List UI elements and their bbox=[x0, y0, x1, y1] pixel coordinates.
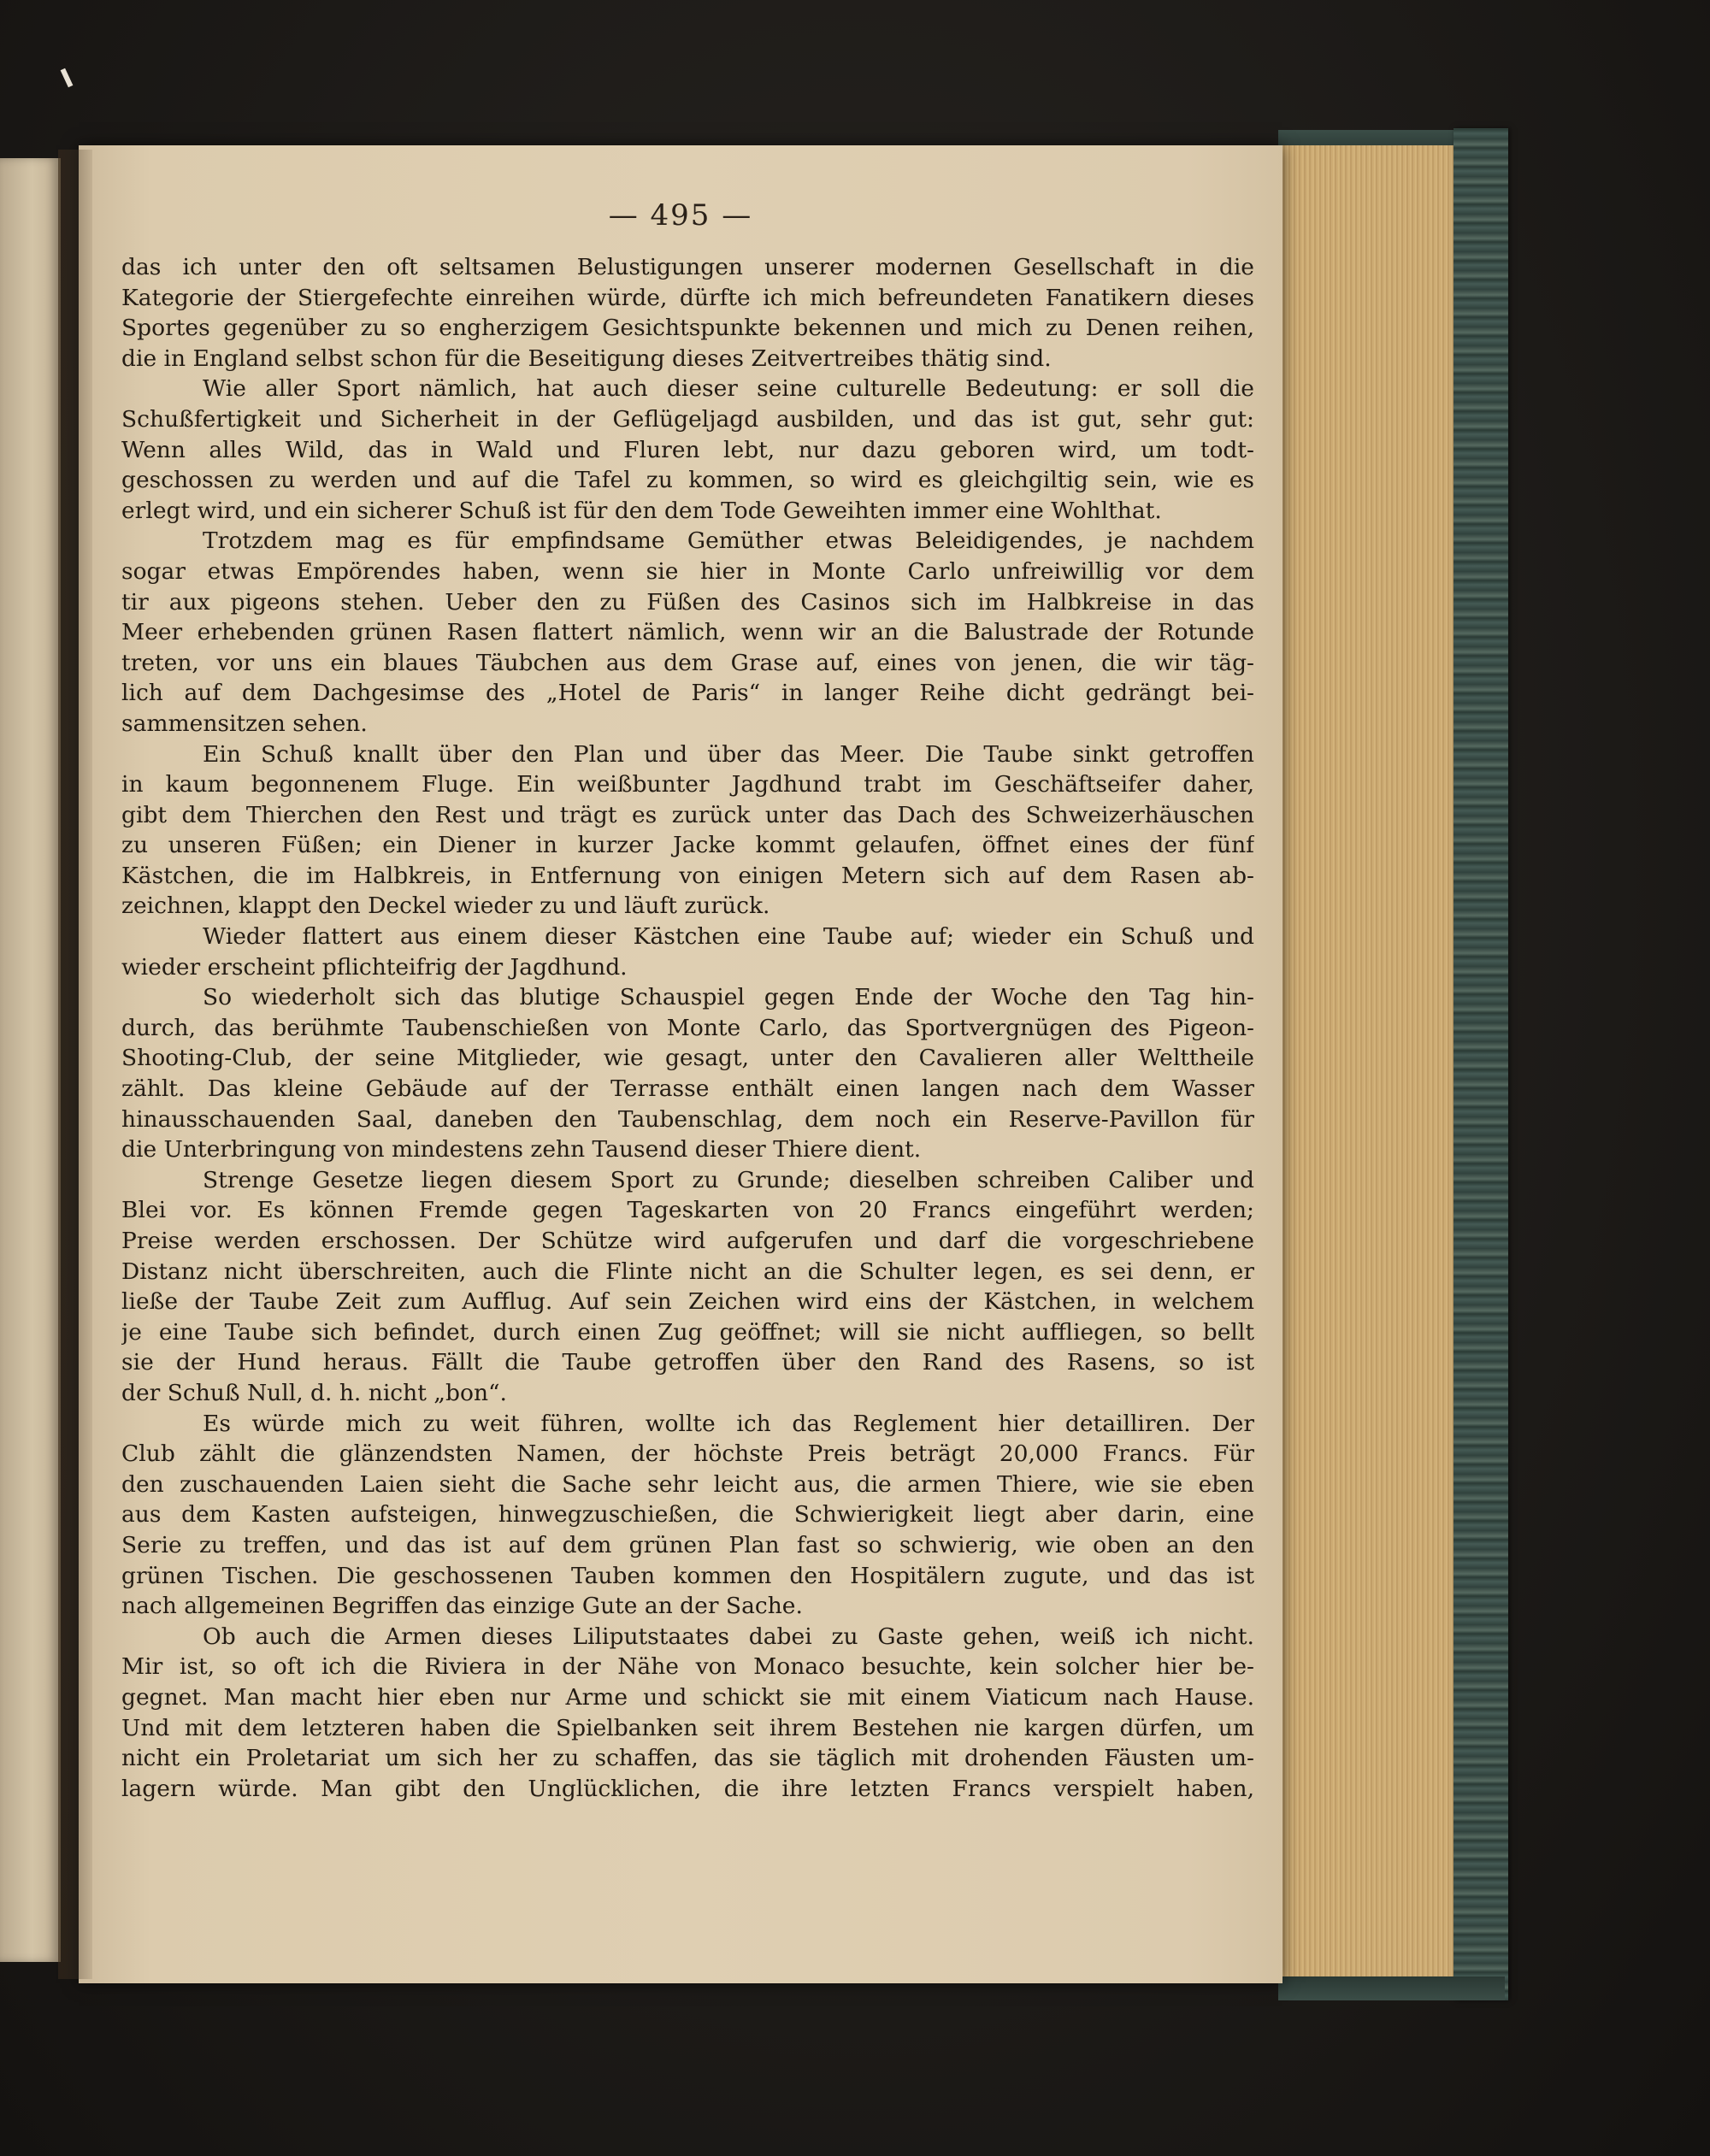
text-line: sogar etwas Empörendes haben, wenn sie hier in Monte Carlo unfreiwillig vor dem bbox=[121, 557, 1254, 585]
text-line: lich auf dem Dachgesimse des „Hotel de Paris“ in langer Reihe dicht gedrängt bei- bbox=[121, 680, 1254, 707]
text-line: wieder erscheint pflichteifrig der Jagdhund. bbox=[121, 953, 628, 981]
tick-mark bbox=[61, 68, 74, 87]
text-line: grünen Tischen. Die geschossenen Tauben kommen den Hospitälern zugute, und das ist bbox=[121, 1562, 1254, 1589]
text-line: zu unseren Füßen; ein Diener in kurzer Jacke kommt gelaufen, öffnet eines der fünf bbox=[121, 832, 1254, 859]
text-line: erlegt wird, und ein sicherer Schuß ist für den dem Tode Geweihten immer eine Wohlthat. bbox=[121, 497, 1162, 524]
text-line: sammensitzen sehen. bbox=[121, 710, 368, 737]
text-line: sie der Hund heraus. Fällt die Taube getroffen über den Rand des Rasens, so ist bbox=[121, 1349, 1254, 1376]
text-line: geschossen zu werden und auf die Tafel zu kommen, so wird es gleichgiltig sein, wie es bbox=[121, 467, 1254, 494]
text-line: Trotzdem mag es für empfindsame Gemüther etwas Beleidigendes, je nachdem bbox=[203, 527, 1254, 555]
text-line: Wie aller Sport nämlich, hat auch dieser seine culturelle Bedeutung: er soll die bbox=[203, 375, 1254, 403]
text-line: in kaum begonnenem Fluge. Ein weißbunter Jagdhund trabt im Geschäftseifer daher, bbox=[121, 771, 1254, 798]
cover-bottom-edge bbox=[1278, 1976, 1505, 2000]
text-line: treten, vor uns ein blaues Täubchen aus dem Grase auf, eines von jenen, die wir täg- bbox=[121, 649, 1254, 676]
text-line: zeichnen, klappt den Deckel wieder zu und läuft zurück. bbox=[121, 892, 770, 920]
page-text bbox=[121, 252, 1254, 1804]
text-line: Distanz nicht überschreiten, auch die Flinte nicht an die Schulter legen, es sei denn, er bbox=[121, 1258, 1254, 1285]
text-line: durch, das berühmte Taubenschießen von Monte Carlo, das Sportvergnügen des Pigeon- bbox=[121, 1014, 1254, 1041]
text-line: zählt. Das kleine Gebäude auf der Terrasse enthält einen langen nach dem Wasser bbox=[121, 1075, 1254, 1103]
book-page bbox=[79, 145, 1282, 1983]
text-line: gibt dem Thierchen den Rest und trägt es zurück unter das Dach des Schweizerhäuschen bbox=[121, 801, 1254, 828]
gutter-shadow bbox=[58, 150, 92, 1979]
text-line: Ein Schuß knallt über den Plan und über das Meer. Die Taube sinkt getroffen bbox=[203, 740, 1254, 768]
text-line: Kategorie der Stiergefechte einreihen würde, dürfte ich mich befreundeten Fanatikern dieses bbox=[121, 284, 1254, 311]
text-line: nach allgemeinen Begriffen das einzige Gute an der Sache. bbox=[121, 1593, 803, 1620]
text-line: der Schuß Null, d. h. nicht „bon“. bbox=[121, 1379, 507, 1406]
text-line: Kästchen, die im Halbkreis, in Entfernung von einigen Metern sich auf dem Rasen ab- bbox=[121, 862, 1254, 889]
text-line: Club zählt die glänzendsten Namen, der höchste Preis beträgt 20,000 Francs. Für bbox=[121, 1440, 1254, 1468]
text-line: Meer erhebenden grünen Rasen flattert nämlich, wenn wir an die Balustrade der Rotunde bbox=[121, 619, 1254, 646]
text-line: je eine Taube sich befindet, durch einen Zug geöffnet; will sie nicht auffliegen, so bellt bbox=[121, 1318, 1254, 1346]
text-line: Strenge Gesetze liegen diesem Sport zu Grunde; dieselben schreiben Caliber und bbox=[203, 1166, 1254, 1193]
text-line: Sportes gegenüber zu so engherzigem Gesichtspunkte bekennen und mich zu Denen reihen, bbox=[121, 315, 1254, 342]
text-line: Serie zu treffen, und das ist auf dem grünen Plan fast so schwierig, wie oben an den bbox=[121, 1531, 1254, 1558]
text-line: Schußfertigkeit und Sicherheit in der Geflügeljagd ausbilden, und das ist gut, sehr gut: bbox=[121, 405, 1254, 433]
text-line: tir aux pigeons stehen. Ueber den zu Füßen des Casinos sich im Halbkreise in das bbox=[121, 588, 1254, 616]
text-line: die in England selbst schon für die Beseitigung dieses Zeitvertreibes thätig sind. bbox=[121, 345, 1052, 372]
text-line: den zuschauenden Laien sieht die Sache sehr leicht aus, die armen Thiere, wie sie eben bbox=[121, 1470, 1254, 1498]
text-line: gegnet. Man macht hier eben nur Arme und schickt sie mit einem Viaticum nach Hause. bbox=[121, 1683, 1254, 1711]
text-line: ließe der Taube Zeit zum Aufflug. Auf sein Zeichen wird eins der Kästchen, in welchem bbox=[121, 1288, 1254, 1316]
book-cover bbox=[1454, 128, 1508, 2000]
text-line: Shooting-Club, der seine Mitglieder, wie gesagt, unter den Cavalieren aller Welttheile bbox=[121, 1045, 1254, 1072]
text-line: Mir ist, so oft ich die Riviera in der Nähe von Monaco besuchte, kein solcher hier be- bbox=[121, 1653, 1254, 1681]
text-line: die Unterbringung von mindestens zehn Tausend dieser Thiere dient. bbox=[121, 1136, 922, 1163]
text-line: nicht ein Proletariat um sich her zu schaffen, das sie täglich mit drohenden Fäusten um- bbox=[121, 1745, 1254, 1772]
text-line: aus dem Kasten aufsteigen, hinwegzuschießen, die Schwierigkeit liegt aber darin, eine bbox=[121, 1501, 1254, 1529]
page-number: — 495 — bbox=[608, 198, 753, 233]
text-line: Ob auch die Armen dieses Liliputstaates dabei zu Gaste gehen, weiß ich nicht. bbox=[203, 1623, 1254, 1650]
text-line: Blei vor. Es können Fremde gegen Tageskarten von 20 Francs eingeführt werden; bbox=[121, 1197, 1254, 1224]
text-line: hinausschauenden Saal, daneben den Taubenschlag, dem noch ein Reserve-Pavillon für bbox=[121, 1105, 1254, 1133]
page-block-edge bbox=[1274, 145, 1465, 1983]
text-line: Wenn alles Wild, das in Wald und Fluren lebt, nur dazu geboren wird, um todt- bbox=[121, 436, 1254, 463]
text-line: So wiederholt sich das blutige Schauspiel gegen Ende der Woche den Tag hin- bbox=[203, 984, 1254, 1011]
text-line: Es würde mich zu weit führen, wollte ich das Reglement hier detailliren. Der bbox=[203, 1410, 1254, 1437]
text-line: Preise werden erschossen. Der Schütze wird aufgerufen und darf die vorgeschriebene bbox=[121, 1228, 1254, 1254]
text-line: Wieder flattert aus einem dieser Kästchen eine Taube auf; wieder ein Schuß und bbox=[203, 923, 1254, 951]
text-line: Und mit dem letzteren haben die Spielbanken seit ihrem Bestehen nie kargen dürfen, um bbox=[121, 1714, 1254, 1741]
text-line: das ich unter den oft seltsamen Belustigungen unserer modernen Gesellschaft in die bbox=[121, 254, 1254, 280]
text-line: lagern würde. Man gibt den Unglücklichen, die ihre letzten Francs verspielt haben, bbox=[121, 1775, 1254, 1802]
previous-page-edge bbox=[0, 158, 61, 1962]
